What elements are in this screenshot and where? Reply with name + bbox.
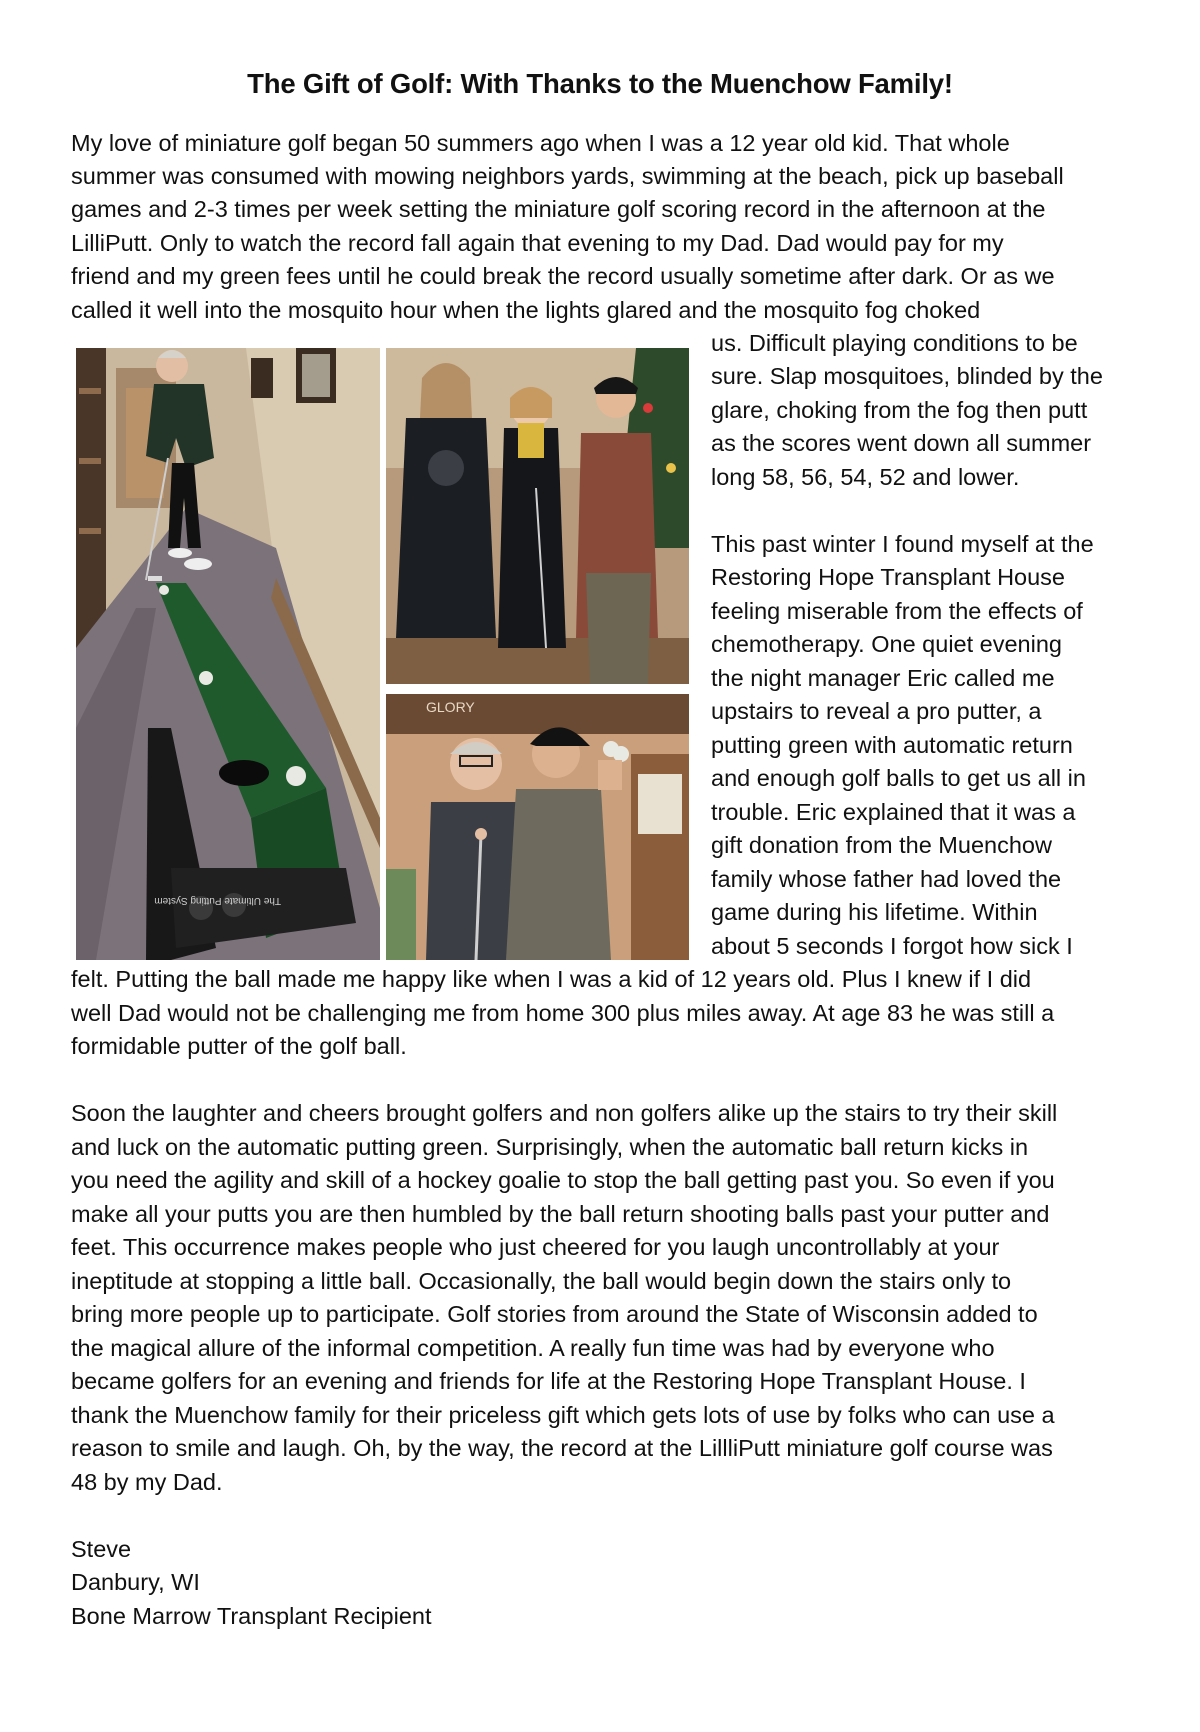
para2-side-line-11: family whose father had loved the xyxy=(711,866,1062,892)
para2-side-line-3: feeling miserable from the effects of xyxy=(711,598,1083,624)
para1-line-2: summer was consumed with mowing neighbors yards, swimming at the beach, pick up baseball xyxy=(71,163,1064,189)
two-men-illustration xyxy=(386,694,689,960)
para1-side-line-3: glare, choking from the fog then putt xyxy=(711,397,1088,423)
para2-line-3: formidable putter of the golf ball. xyxy=(71,1033,407,1059)
para2-side-line-2: Restoring Hope Transplant House xyxy=(711,564,1066,590)
para2-side-line-5: the night manager Eric called me xyxy=(711,665,1055,691)
para1-line-6: called it well into the mosquito hour when the lights glared and the mosquito fog choked xyxy=(71,297,981,323)
para1-side-line-1: us. Difficult playing conditions to be xyxy=(711,330,1078,356)
para3-line-3: you need the agility and skill of a hockey goalie to stop the ball getting past you. So even if you xyxy=(71,1167,1055,1193)
para3-line-4: make all your putts you are then humbled by the ball return shooting balls past your putter and xyxy=(71,1201,1050,1227)
para1-line-3: games and 2-3 times per week setting the miniature golf scoring record in the afternoon at the xyxy=(71,196,1046,222)
para3-line-7: bring more people up to participate. Golf stories from around the State of Wisconsin added to xyxy=(71,1301,1038,1327)
para3-line-10: thank the Muenchow family for their priceless gift which gets lots of use by folks who can use a xyxy=(71,1402,1055,1428)
para3-line-5: feet. This occurrence makes people who just cheered for you laugh uncontrollably at your xyxy=(71,1234,1000,1260)
para2-side-line-6: upstairs to reveal a pro putter, a xyxy=(711,698,1042,724)
signature-name: Steve xyxy=(71,1536,132,1562)
para3-line-1: Soon the laughter and cheers brought golfers and non golfers alike up the stairs to try their skill xyxy=(71,1100,1058,1126)
signature-location: Danbury, WI xyxy=(71,1569,200,1595)
para1-side-line-4: as the scores went down all summer xyxy=(711,430,1092,456)
para2-line-2: well Dad would not be challenging me from home 300 plus miles away. At age 83 he was still a xyxy=(71,1000,1055,1026)
para3-line-6: ineptitude at stopping a little ball. Occasionally, the ball would begin down the stairs only to xyxy=(71,1268,1012,1294)
mat-brand-text: The Ultimate Putting System xyxy=(154,895,281,906)
para2-side-line-10: gift donation from the Muenchow xyxy=(711,832,1052,858)
two-men-photo xyxy=(386,694,689,960)
para2-side-line-7: putting green with automatic return xyxy=(711,732,1073,758)
para2-side-line-1: This past winter I found myself at the xyxy=(711,531,1094,557)
para3-line-12: 48 by my Dad. xyxy=(71,1469,223,1495)
para1-line-1: My love of miniature golf began 50 summers ago when I was a 12 year old kid. That whole xyxy=(71,130,1010,156)
page-title: The Gift of Golf: With Thanks to the Muenchow Family! xyxy=(247,68,953,99)
para2-side-line-9: trouble. Eric explained that it was a xyxy=(711,799,1076,825)
three-people-illustration xyxy=(386,348,689,684)
para3-line-2: and luck on the automatic putting green. Surprisingly, when the automatic ball return kicks in xyxy=(71,1134,1029,1160)
para2-side-line-13: about 5 seconds I forgot how sick I xyxy=(711,933,1073,959)
para2-side-line-4: chemotherapy. One quiet evening xyxy=(711,631,1062,657)
putting-green-photo xyxy=(76,348,380,960)
signature-role: Bone Marrow Transplant Recipient xyxy=(71,1603,432,1629)
para1-side-line-2: sure. Slap mosquitoes, blinded by the xyxy=(711,363,1103,389)
para2-side-line-12: game during his lifetime. Within xyxy=(711,899,1038,925)
para3-line-11: reason to smile and laugh. Oh, by the way, the record at the LillliPutt miniature golf course was xyxy=(71,1435,1053,1461)
para3-line-9: became golfers for an evening and friends for life at the Restoring Hope Transplant House. I xyxy=(71,1368,1026,1394)
para1-line-5: friend and my green fees until he could break the record usually sometime after dark. Or as we xyxy=(71,263,1055,289)
para1-line-4: LilliPutt. Only to watch the record fall again that evening to my Dad. Dad would pay for my xyxy=(71,230,1004,256)
three-people-photo xyxy=(386,348,689,684)
sign-text: GLORY xyxy=(426,699,475,715)
putting-green-illustration xyxy=(76,348,380,960)
para3-line-8: the magical allure of the informal competition. A really fun time was had by everyone who xyxy=(71,1335,995,1361)
para2-line-1: felt. Putting the ball made me happy like when I was a kid of 12 years old. Plus I knew if I did xyxy=(71,966,1032,992)
para1-side-line-5: long 58, 56, 54, 52 and lower. xyxy=(711,464,1020,490)
para2-side-line-8: and enough golf balls to get us all in xyxy=(711,765,1086,791)
